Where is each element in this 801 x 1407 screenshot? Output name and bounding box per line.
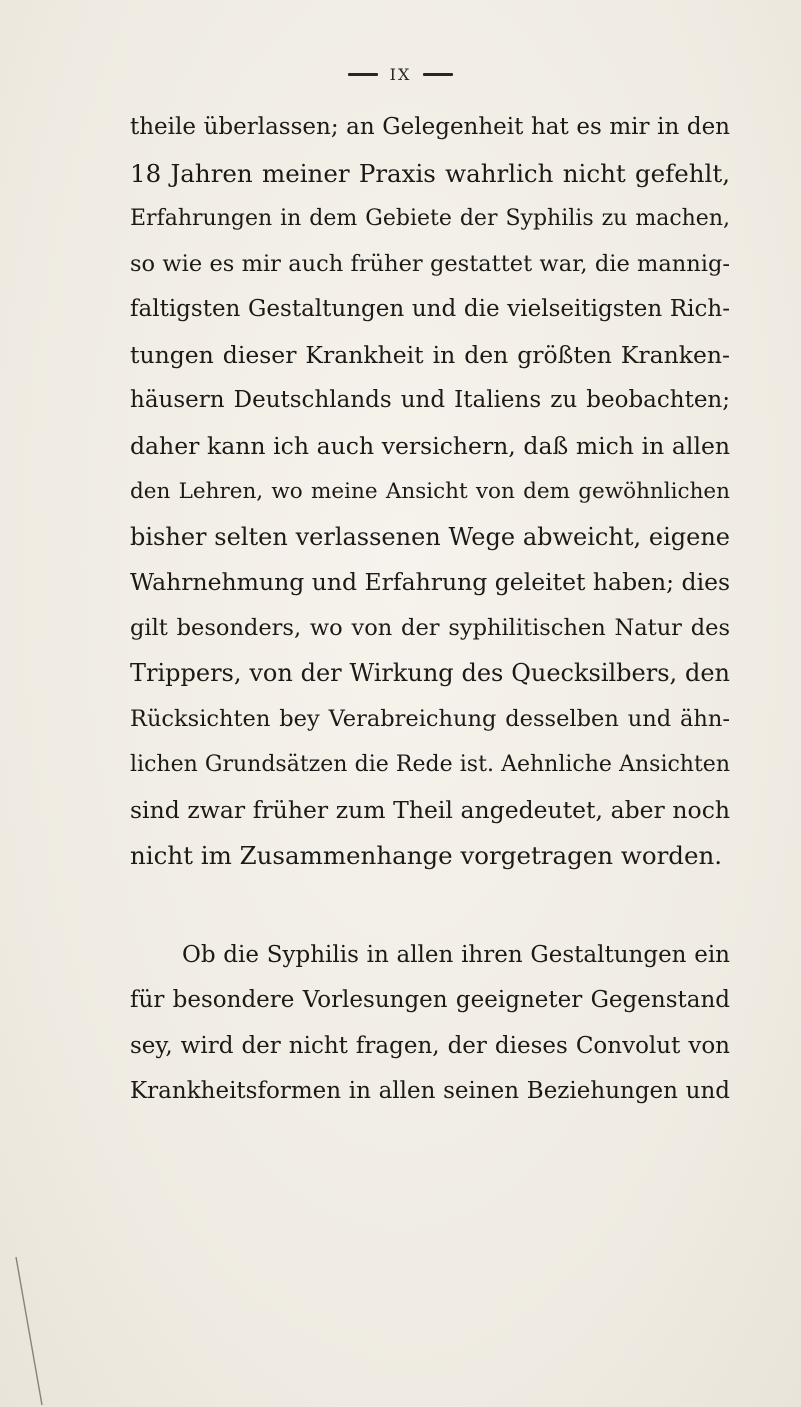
margin-pencil-mark: [12, 1255, 72, 1407]
paragraph-2: [130, 933, 730, 1115]
header-dash-right: [423, 73, 453, 76]
text-line: bisher selten verlassenen Wege abweicht, eigene: [130, 522, 730, 551]
paragraph-1: [130, 105, 730, 879]
text-line: Wahrnehmung und Erfahrung geleitet haben; dies: [130, 568, 731, 596]
text-line: lichen Grundsätzen die Rede ist. Aehnliche Ansichten: [130, 752, 730, 777]
text-line: Ob die Syphilis in allen ihren Gestaltungen ein: [182, 941, 730, 968]
text-line: 18 Jahren meiner Praxis wahrlich nicht gefehlt,: [130, 158, 730, 188]
text-line: tungen dieser Krankheit in den größten Kranken-: [130, 340, 730, 369]
text-line: gilt besonders, wo von der syphilitischen Natur des: [130, 614, 730, 641]
text-line: für besondere Vorlesungen geeigneter Gegenstand: [130, 987, 730, 1013]
text-line: Krankheitsformen in allen seinen Beziehungen und: [130, 1078, 730, 1104]
text-line: nicht im Zusammenhange vorgetragen worden.: [130, 841, 723, 870]
text-line: theile überlassen; an Gelegenheit hat es mir in den: [130, 114, 730, 140]
text-line: faltigsten Gestaltungen und die vielseitigsten Rich-: [130, 296, 730, 322]
page-number: IX: [389, 64, 412, 84]
text-line: sind zwar früher zum Theil angedeutet, aber noch: [130, 795, 730, 824]
body-text: [130, 105, 730, 1115]
paragraph-gap: [130, 879, 730, 933]
text-line: daher kann ich auch versichern, daß mich in allen: [130, 431, 730, 460]
text-line: Erfahrungen in dem Gebiete der Syphilis zu machen,: [130, 206, 730, 231]
text-line: so wie es mir auch früher gestattet war, die mannig-: [130, 250, 730, 277]
header-dash-left: [348, 73, 378, 76]
text-line: sey, wird der nicht fragen, der dieses Convolut von: [130, 1032, 730, 1059]
page-header: [0, 62, 801, 86]
text-line: Rücksichten bey Verabreichung desselben und ähn-: [130, 705, 730, 732]
text-line: häusern Deutschlands und Italiens zu beobachten;: [130, 387, 730, 413]
text-line: Trippers, von der Wirkung des Quecksilbers, den: [130, 659, 730, 687]
text-line: den Lehren, wo meine Ansicht von dem gewöhnlichen: [130, 479, 730, 504]
